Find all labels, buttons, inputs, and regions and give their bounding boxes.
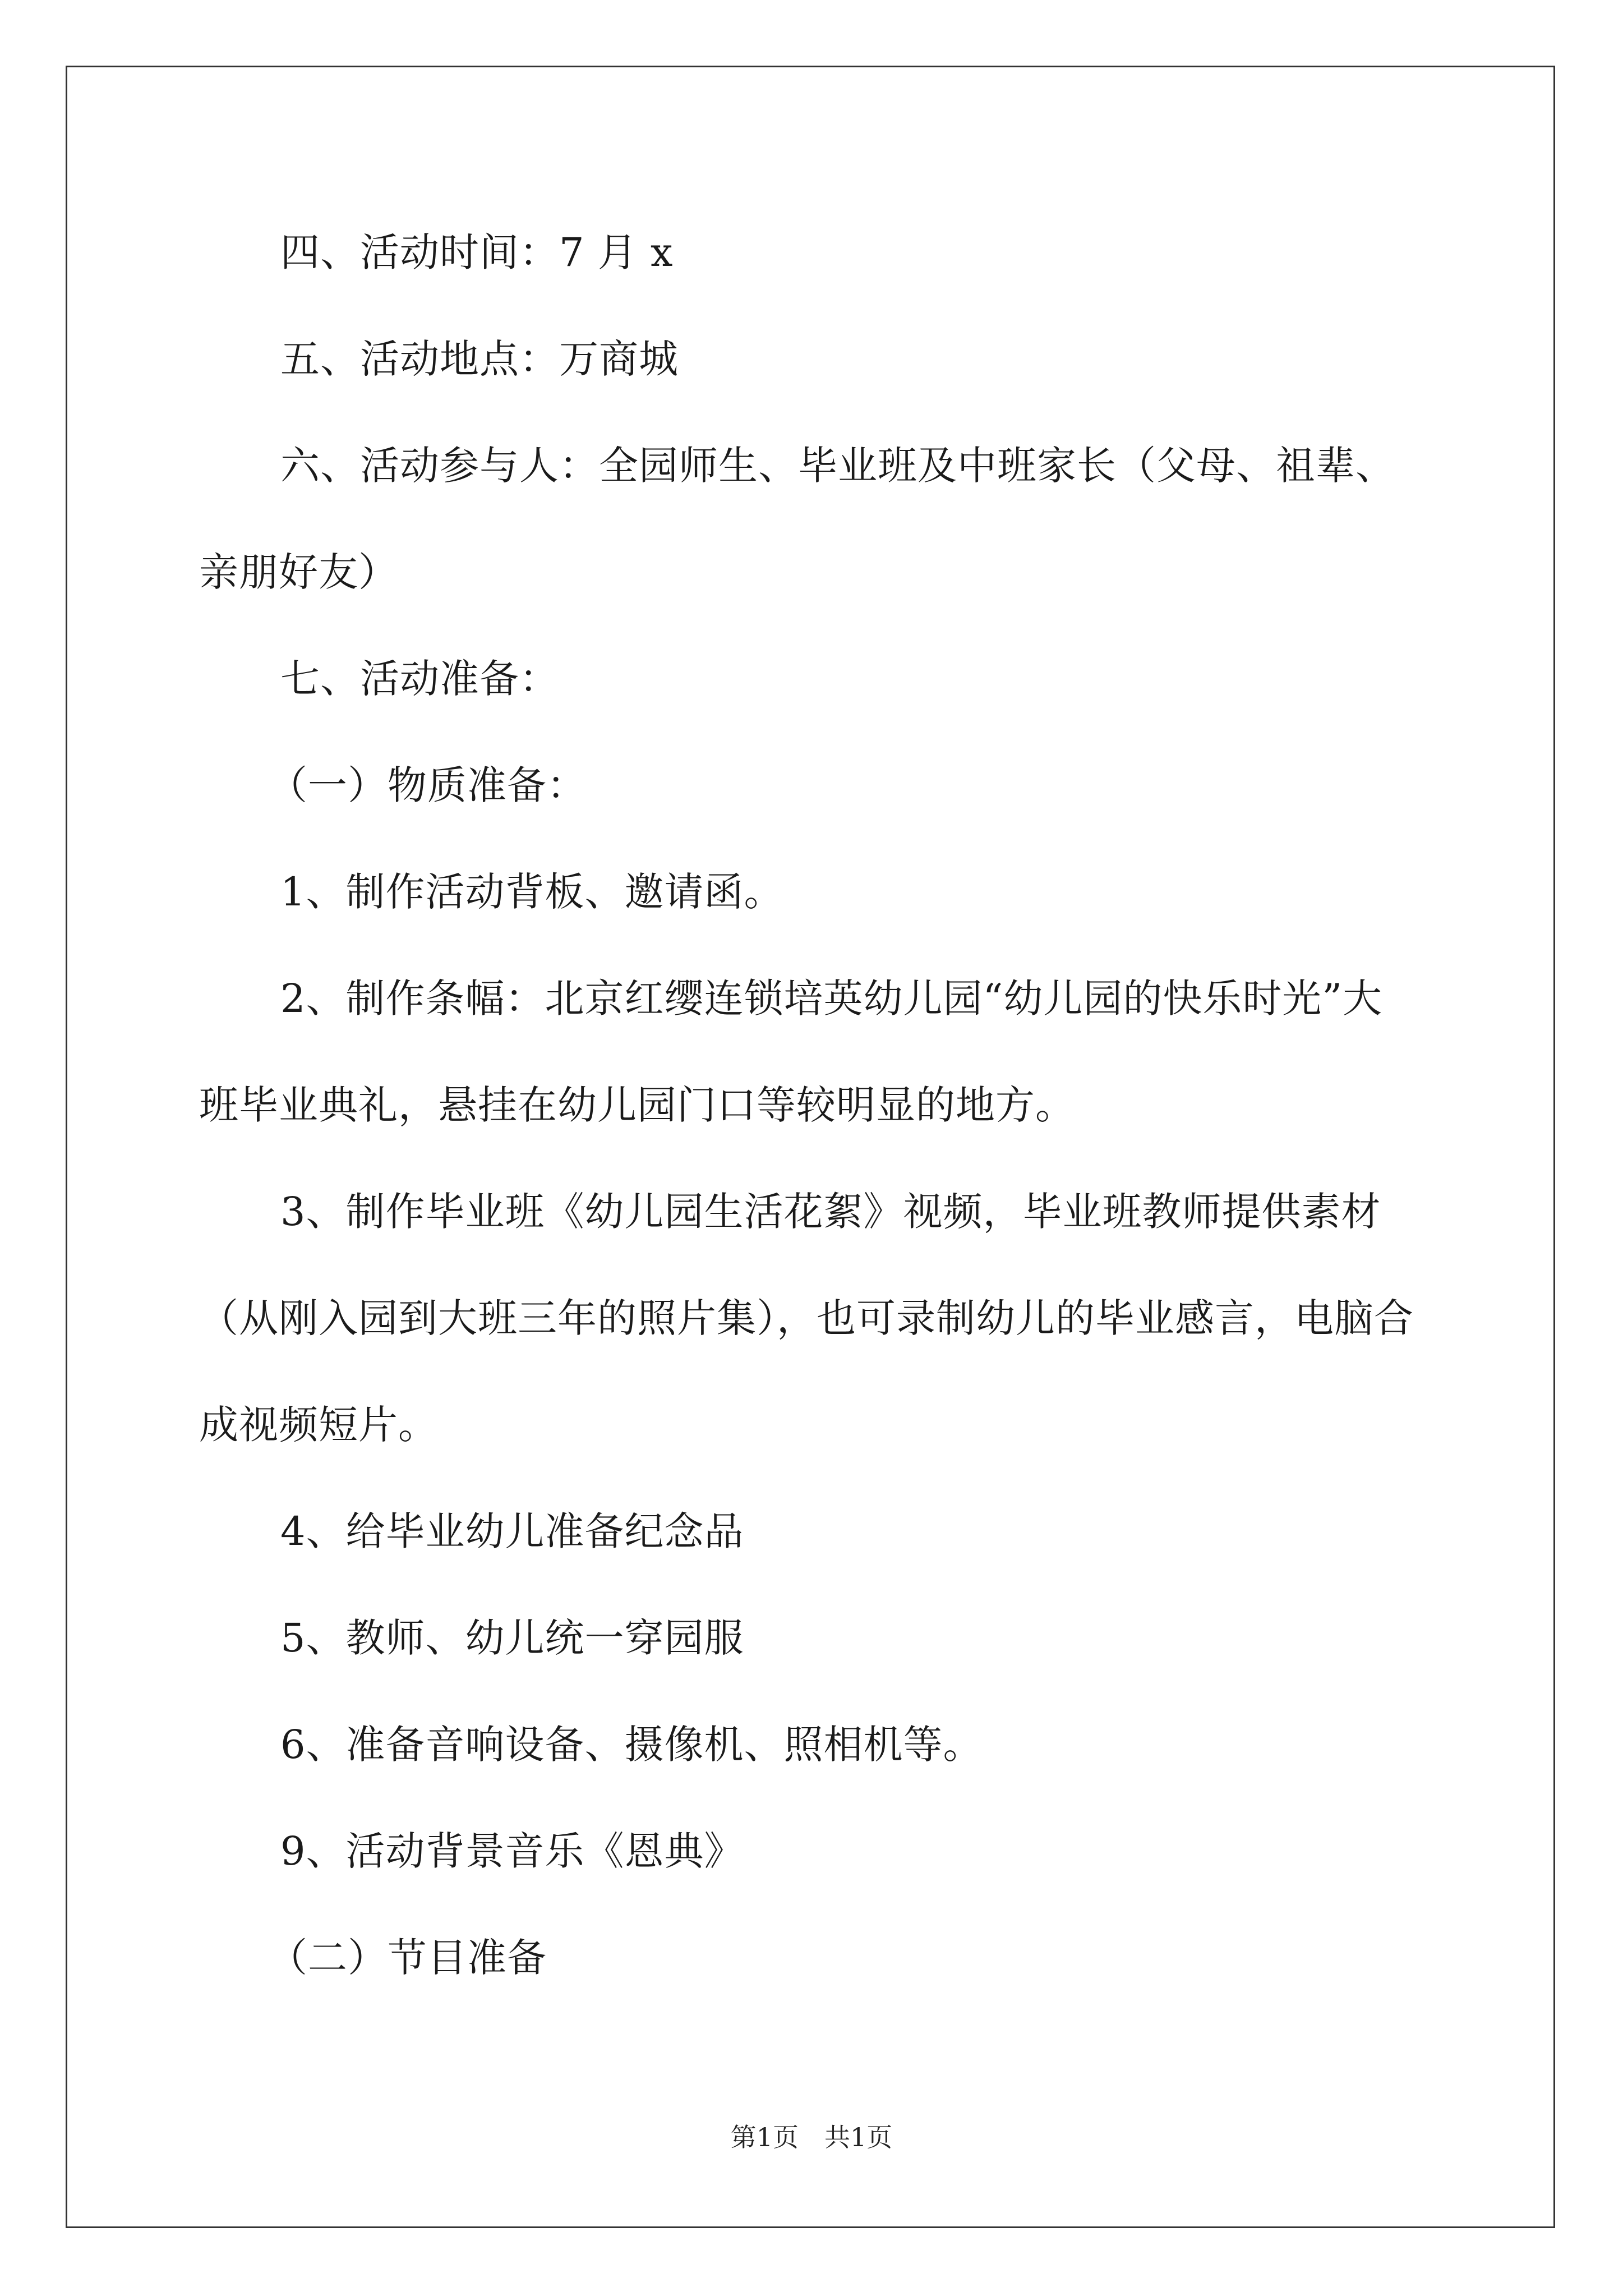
paragraph-activity-time: 四、活动时间：7 月 x: [280, 229, 674, 275]
paragraph-item-1: 1、制作活动背板、邀请函。: [280, 869, 784, 915]
paragraph-item-6: 6、准备音响设备、摄像机、照相机等。: [280, 1722, 983, 1768]
page-number-footer: 第1页 共1页: [730, 2122, 893, 2152]
paragraph-activity-location: 五、活动地点：万商城: [280, 336, 679, 382]
paragraph-item-3-line3: 成视频短片。: [199, 1402, 438, 1448]
paragraph-participants-line2: 亲朋好友）: [199, 549, 398, 595]
paragraph-item-2-line1: 2、制作条幅：北京红缨连锁培英幼儿园“幼儿园的快乐时光”大: [280, 976, 1383, 1022]
paragraph-program-preparation: （二）节目准备: [268, 1935, 547, 1981]
paragraph-item-3-line1: 3、制作毕业班《幼儿园生活花絮》视频，毕业班教师提供素材: [280, 1189, 1381, 1235]
paragraph-material-preparation: （一）物质准备：: [268, 762, 587, 808]
paragraph-item-5: 5、教师、幼儿统一穿园服: [280, 1615, 744, 1661]
page-border: [66, 66, 1555, 2228]
paragraph-item-3-line2: （从刚入园到大班三年的照片集），也可录制幼儿的毕业感言，电脑合: [199, 1295, 1414, 1341]
paragraph-item-4: 4、给毕业幼儿准备纪念品: [280, 1508, 744, 1554]
paragraph-item-9: 9、活动背景音乐《恩典》: [280, 1828, 744, 1874]
paragraph-item-2-line2: 班毕业典礼，悬挂在幼儿园门口等较明显的地方。: [199, 1082, 1075, 1128]
paragraph-participants-line1: 六、活动参与人：全园师生、毕业班及中班家长（父母、祖辈、: [280, 443, 1395, 489]
paragraph-preparation-heading: 七、活动准备：: [280, 656, 559, 702]
